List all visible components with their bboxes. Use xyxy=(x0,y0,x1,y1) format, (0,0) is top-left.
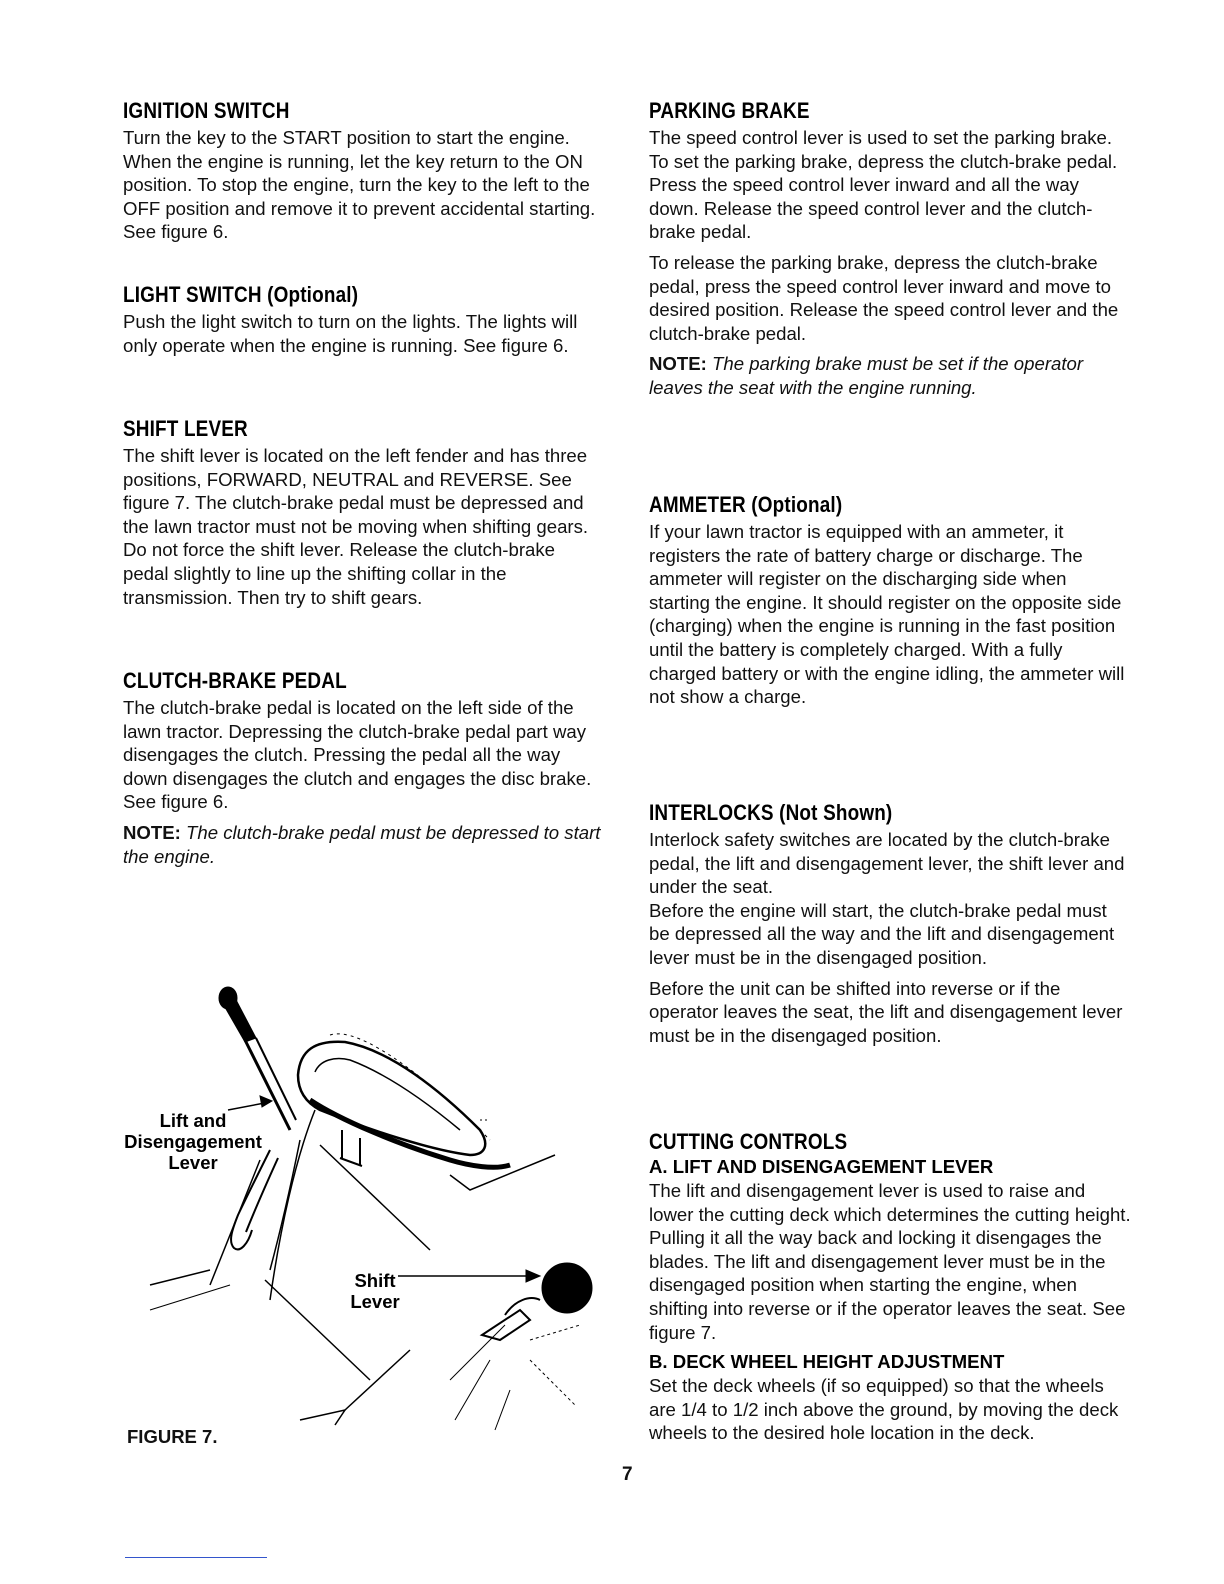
section-heading: CUTTING CONTROLS xyxy=(649,1129,848,1154)
section-body: Set the deck wheels (if so equipped) so that the wheels are 1/4 to 1/2 inch above the ground, by moving the deck wheels to the desired hole location in the deck. xyxy=(649,1375,1119,1444)
section-heading: PARKING BRAKE xyxy=(649,98,810,123)
page-number: 7 xyxy=(622,1464,633,1485)
ammeter-section xyxy=(649,492,1131,709)
section-heading: IGNITION SWITCH xyxy=(123,98,290,123)
section-body: Interlock safety switches are located by the clutch-brake pedal, the lift and disengagement lever, the shift lever and under the seat. xyxy=(649,829,1125,898)
lift-lever-label: Lift and Disengagement Lever xyxy=(124,1110,262,1173)
footer-rule xyxy=(125,1557,267,1558)
figure-7-illustration xyxy=(110,980,610,1450)
section-body: Before the engine will start, the clutch-brake pedal must be depressed all the way and the lift and disengagement lever must be in the disengaged position. xyxy=(649,899,1115,968)
section-heading: CLUTCH-BRAKE PEDAL xyxy=(123,668,347,693)
cutting-controls-section xyxy=(649,1129,1131,1445)
section-body: Turn the key to the START position to start the engine. When the engine is running, let the key return to the ON position. To stop the engine, turn the key to the left to the OFF position and remove it to prevent accidental starting. See figure 6. xyxy=(123,127,596,243)
seat-drawing xyxy=(298,1034,555,1190)
light-switch-section xyxy=(123,282,603,357)
note-text: The parking brake must be set if the operator leaves the seat with the engine running. xyxy=(649,353,1084,398)
interlocks-section xyxy=(649,800,1131,1047)
section-note xyxy=(649,352,1131,399)
figure-caption: FIGURE 7. xyxy=(127,1426,218,1447)
section-heading: LIGHT SWITCH (Optional) xyxy=(123,282,359,307)
section-body: To release the parking brake, depress the clutch-brake pedal, press the speed control lever inward and move to desired position. Release the speed control lever and the clutch-brake pedal. xyxy=(649,251,1119,344)
section-body: Before the unit can be shifted into reverse or if the operator leaves the seat, the lift and disengagement lever must be in the disengaged position. xyxy=(649,977,1123,1046)
clutch-brake-section xyxy=(123,668,603,868)
shift-lever-label: Shift Lever xyxy=(350,1270,400,1312)
parking-brake-section xyxy=(649,98,1131,400)
section-body: The lift and disengagement lever is used to raise and lower the cutting deck which determines the cutting height. Pulling it all the way back and locking it disengages the blades. The lift and disengagement lever must be in the disengaged position when starting the engine, when shifting into reverse or if the operator leaves the seat. See figure 7. xyxy=(649,1180,1131,1343)
section-body: The speed control lever is used to set the parking brake. To set the parking brake, depress the clutch-brake pedal. Press the speed control lever inward and all the way down. Release the speed control lever and the clutch-brake pedal. xyxy=(649,127,1118,243)
section-heading: AMMETER (Optional) xyxy=(649,492,843,517)
section-body: The clutch-brake pedal is located on the left side of the lawn tractor. Depressing the clutch-brake pedal part way disengages the clutch. Pressing the pedal all the way down disengages the clutch and engages the disc brake. See figure 6. xyxy=(123,697,592,813)
shift-lever-section xyxy=(123,416,603,609)
subsection-heading: A. LIFT AND DISENGAGEMENT LEVER xyxy=(649,1156,994,1177)
note-label: NOTE: xyxy=(649,353,707,375)
section-heading: INTERLOCKS (Not Shown) xyxy=(649,800,893,825)
ignition-switch-section xyxy=(123,98,603,244)
note-label: NOTE: xyxy=(123,821,181,843)
section-body: Push the light switch to turn on the lights. The lights will only operate when the engine is running. See figure 6. xyxy=(123,311,578,356)
section-heading: SHIFT LEVER xyxy=(123,416,248,441)
note-text: The clutch-brake pedal must be depressed to start the engine. xyxy=(123,821,601,867)
section-body: The shift lever is located on the left fender and has three positions, FORWARD, NEUTRAL and REVERSE. See figure 7. The clutch-brake pedal must be depressed and the lawn tractor must not be moving when shifting gears. Do not force the shift lever. Release the clutch-brake pedal slightly to line up the shifting collar in the transmission. Then try to shift gears. xyxy=(123,445,589,608)
section-note xyxy=(123,821,603,868)
subsection-heading: B. DECK WHEEL HEIGHT ADJUSTMENT xyxy=(649,1351,1005,1373)
section-body: If your lawn tractor is equipped with an ammeter, it registers the rate of battery charge or discharge. The ammeter will register on the discharging side when starting the engine. It should register on the opposite side (charging) when the engine is running in the fast position until the battery is completely charged. With a fully charged battery or with the engine idling, the ammeter will not show a charge. xyxy=(649,521,1125,708)
